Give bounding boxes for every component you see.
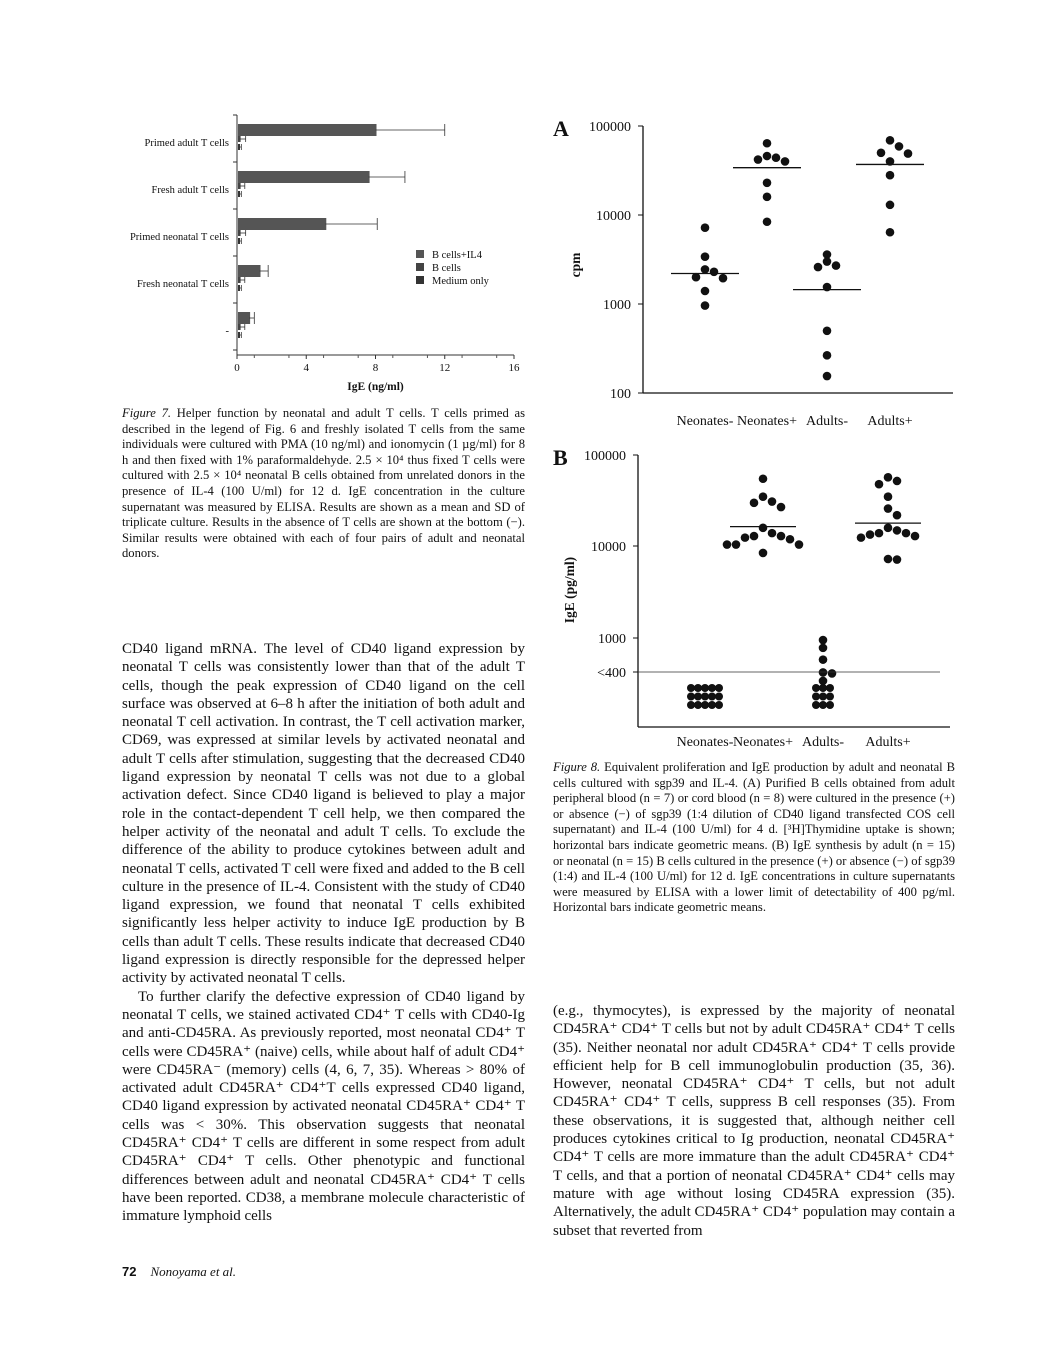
page-number: 72: [122, 1264, 137, 1279]
below-limit-point: [694, 684, 702, 692]
data-point: [884, 524, 893, 533]
below-limit-point: [819, 701, 827, 709]
below-limit-point: [812, 693, 820, 701]
data-point: [768, 497, 777, 506]
data-point: [828, 669, 837, 678]
figure-7-caption-label: Figure 7.: [122, 406, 172, 420]
panel-label: A: [553, 116, 569, 141]
category-label: Neonates+: [737, 414, 797, 429]
legend-label: B cells: [432, 263, 461, 274]
data-point: [750, 499, 759, 508]
y-tick-label: 10000: [591, 540, 626, 555]
data-point: [819, 636, 828, 645]
category-label: Primed neonatal T cells: [129, 232, 229, 243]
y-tick-label: 1000: [603, 298, 631, 313]
y-tick-label: 100000: [584, 449, 626, 464]
below-limit-point: [701, 693, 709, 701]
category-label: -: [225, 326, 229, 337]
panel-label: B: [553, 445, 568, 470]
y-tick-label: 100: [610, 387, 631, 402]
category-label: Fresh neonatal T cells: [136, 279, 229, 290]
data-point: [884, 492, 893, 501]
below-limit-point: [826, 693, 834, 701]
legend-label: B cells+IL4: [432, 250, 482, 261]
below-limit-point: [694, 693, 702, 701]
data-point: [732, 540, 741, 549]
page-footer: [122, 1264, 236, 1280]
category-label: Adults-: [802, 735, 844, 750]
below-limit-point: [812, 701, 820, 709]
category-label: Adults-: [806, 414, 848, 429]
category-label: Neonates+: [733, 735, 793, 750]
data-point: [884, 504, 893, 513]
below-limit-point: [687, 693, 695, 701]
data-point: [819, 644, 828, 653]
category-label: Neonates-: [676, 414, 734, 429]
below-limit-point: [812, 684, 820, 692]
below-limit-point: [694, 701, 702, 709]
data-point: [875, 480, 884, 489]
data-point: [777, 503, 786, 512]
data-point: [884, 473, 893, 482]
x-axis-title: IgE (ng/ml): [347, 381, 404, 393]
below-limit-point: [819, 693, 827, 701]
below-limit-point: [715, 684, 723, 692]
data-point: [884, 555, 893, 564]
figure-7-caption: [122, 406, 525, 562]
data-point: [819, 677, 828, 686]
x-tick-label: 12: [439, 362, 451, 374]
body-paragraph: (e.g., thymocytes), is expressed by the majority of neonatal CD45RA⁺ CD4⁺ T cells but not by adult CD45RA⁺ CD4⁺ T cells (35). Neither neonatal nor adult CD45RA⁺ CD4⁺ T cells provide efficient help for B cell immunoglobulin production (35, 36). However, neonatal CD45RA⁺ CD4⁺ T cells, but not adult CD45RA⁺ CD4⁺ T cells, suppress B cell responses (35). From these observations, it is suggested that, although neither cell produces cytokines critical to Ig production, neonatal CD45RA⁺ CD4⁺ T cells are more immature than the adult CD45RA⁺ CD4⁺ T cells, and that a portion of neonatal CD45RA⁺ CD4⁺ cells may mature with age without losing CD45RA expression (35). Alternatively, the adult CD45RA⁺ CD4⁺ population may contain a subset that reverted from: [553, 1003, 955, 1239]
legend-label: Medium only: [432, 276, 489, 287]
data-point: [759, 549, 768, 558]
data-point: [893, 526, 902, 535]
figure-8-caption-text: Equivalent proliferation and IgE production by adult and neonatal B cells cultured with sgp39 and IL-4. (A) Purified B cells obtained from adult peripheral blood (n = 7) or cord blood (n = 8) were cultured in the presence (+) or absence (−) of sgp39 (1:4 dilution of CD40 ligand transfected COS cell supernatant) and IL-4 (100 U/ml) for 4 d. [³H]Thymidine uptake is shown; horizontal bars indicate geometric means. (B) IgE synthesis by adult (n = 15) or neonatal (n = 15) B cells cultured in the presence (+) or absence (−) of sgp39 (1:4) and IL-4 (100 U/ml) for 12 d. IgE concentrations in culture supernatants were measured by ELISA with a lower limit of detectability of 400 pg/ml. Horizontal bars indicate geometric means.: [553, 760, 956, 915]
below-limit-point: [826, 701, 834, 709]
data-point: [759, 524, 768, 533]
category-label: Neonates-: [676, 735, 734, 750]
data-point: [857, 533, 866, 542]
below-limit-point: [819, 684, 827, 692]
left-column-text: [122, 640, 525, 1226]
running-authors: Nonoyama et al.: [150, 1264, 237, 1279]
data-point: [819, 668, 828, 677]
figure-8-caption-label: Figure 8.: [553, 760, 601, 774]
y-tick-label: 1000: [598, 632, 626, 647]
body-paragraph: CD40 ligand mRNA. The level of CD40 ligand expression by neonatal T cells was consistently lower than that of the adult T cells, though the peak expression of CD40 ligand on the cell surface was observed at 6–8 h after the initiation of both adult and neonatal T cell activation. In contrast, the T cell activation marker, CD69, was expressed at similar levels by activated neonatal and adult T cells after stimulation, suggesting that the decreased CD40 ligand expression by neonatal T cells was not due to a global activation defect. Since CD40 ligand is believed to play a major role in the contact-dependent T cell help, we then compared the helper activity of the neonatal and adult T cells. To exclude the difference of the ability to produce cytokines between adult and neonatal T cells, activated T cell were fixed and added to the B cell culture in the presence of IL-4. Consistent with the study of CD40 ligand expression, we found that neonatal T cells exhibited significantly less helper activity to induce IgE production by B cells than adult T cells. These results indicate that decreased CD40 ligand expression is directly responsible for the depressed helper activity by activated neonatal T cells.: [122, 641, 525, 987]
body-paragraph: To further clarify the defective expression of CD40 ligand by neonatal T cells, we stained activated CD4⁺ T cells with CD40-Ig and anti-CD45RA. As previously reported, most neonatal CD4⁺ T cells were CD45RA⁺ (naive) cells, while about half of adult CD4⁺ were CD45RA⁻ (memory) cells (4, 6, 7, 35). Whereas > 80% of activated adult CD45RA⁺ CD4⁺T cells expressed CD40 ligand, CD40 ligand expression by activated neonatal CD45RA⁺ CD4⁺ T cells was < 30%. This observation suggests that neonatal CD45RA⁺ CD4⁺ T cells are different in some respect from adult CD45RA⁺ CD4⁺ T cells. Other phenotypic and functional differences between adult and neonatal CD45RA⁺ CD4⁺ T cells have been reported. CD38, a membrane molecule characteristic of immature lymphoid cells: [122, 988, 525, 1225]
data-point: [759, 474, 768, 483]
y-tick-label: 10000: [596, 209, 631, 224]
data-point: [795, 540, 804, 549]
data-point: [786, 535, 795, 544]
data-point: [723, 540, 732, 549]
below-limit-point: [708, 701, 716, 709]
x-tick-label: 0: [234, 362, 240, 374]
data-point: [893, 511, 902, 520]
figure-7-caption-text: Helper function by neonatal and adult T cells. T cells primed as described in the legend of Fig. 6 and freshly isolated T cells from the same individuals were cultured with PMA (10 ng/ml) and ionomycin (1 µg/ml) for 8 h and then fixed with 1% paraformaldehyde. 2.5 × 10⁴ thus fixed T cells were cultured with 2.5 × 10⁴ neonatal B cells obtained from unrelated donors in the presence of IL-4 (100 U/ml) for 12 d. IgE concentration in the culture supernatant was measured by ELISA. Results are shown as a mean and SD of triplicate culture. Results in the absence of T cells are shown at the bottom (−). Similar results were obtained with each of four pairs of adult and neonatal donors.: [122, 406, 526, 561]
category-label: Adults+: [867, 414, 913, 429]
category-label: Fresh adult T cells: [151, 185, 229, 196]
data-point: [875, 529, 884, 538]
category-label: Primed adult T cells: [144, 138, 229, 149]
category-label: Adults+: [865, 735, 911, 750]
data-point: [768, 529, 777, 538]
right-column-text: [553, 1002, 955, 1240]
below-limit-point: [687, 684, 695, 692]
figure-8-caption: [553, 760, 955, 916]
data-point: [902, 529, 911, 538]
y-axis-title: IgE (pg/ml): [562, 556, 577, 624]
below-limit-point: [715, 693, 723, 701]
x-tick-label: 4: [303, 362, 309, 374]
data-point: [893, 477, 902, 486]
data-point: [777, 532, 786, 541]
data-point: [893, 555, 902, 564]
below-limit-point: [701, 684, 709, 692]
x-tick-label: 8: [372, 362, 379, 374]
data-point: [866, 530, 875, 539]
x-tick-label: 16: [508, 362, 520, 374]
y-axis-title: cpm: [568, 252, 583, 278]
below-limit-point: [687, 701, 695, 709]
below-limit-point: [715, 701, 723, 709]
data-point: [819, 655, 828, 664]
below-limit-point: [826, 684, 834, 692]
y-tick-label: 100000: [589, 120, 631, 135]
below-limit-point: [708, 684, 716, 692]
data-point: [750, 532, 759, 541]
below-limit-point: [701, 701, 709, 709]
y-tick-label: <400: [597, 666, 626, 681]
data-point: [911, 532, 920, 541]
data-point: [759, 492, 768, 501]
below-limit-point: [708, 693, 716, 701]
data-point: [741, 533, 750, 542]
